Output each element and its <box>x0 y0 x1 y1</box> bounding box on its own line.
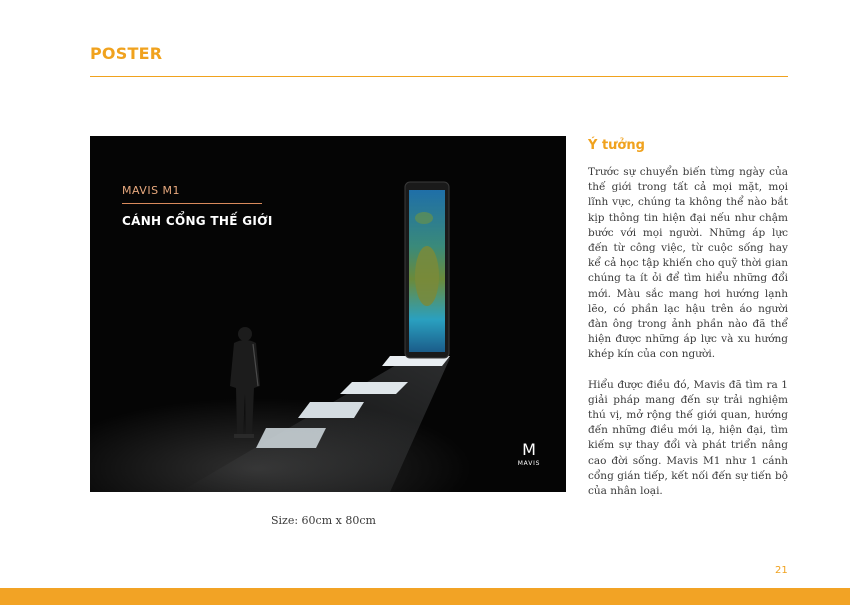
title-divider <box>90 76 788 77</box>
idea-body <box>588 165 788 514</box>
poster-divider <box>122 203 262 204</box>
size-caption: Size: 60cm x 80cm <box>271 514 376 527</box>
footer-bar <box>0 588 850 605</box>
poster-kicker: MAVIS M1 <box>122 184 181 197</box>
idea-paragraph: Trước sự chuyển biến từng ngày của thế giới trong tất cả mọi mặt, mọi lĩnh vực, chúng ta không thể nào bắt kịp thông tin hiện đại nếu như chậm bước với mọi người. Những áp lực đến từ công việc, từ cuộc sống hay kể cả học tập khiến cho quỹ thời gian chúng ta ít ỏi để tìm hiểu những đổi mới. Màu sắc mang hơi hướng lạnh lẽo, có phần lạc hậu trên áo người đàn ông trong ảnh phần nào đã thể hiện được những áp lực và xu hướng khép kín của con người. <box>588 166 788 361</box>
page-number: 21 <box>775 565 788 576</box>
poster-image <box>90 136 566 492</box>
idea-heading: Ý tưởng <box>588 138 645 153</box>
step-2 <box>340 382 408 394</box>
mavis-logo-mark: M <box>522 440 536 459</box>
step-4 <box>256 428 326 448</box>
idea-paragraph: Hiểu được điều đó, Mavis đã tìm ra 1 giải pháp mang đến sự trải nghiệm thú vị, mở rộng thế giới quan, hướng đến những điều mới lạ, hiện đại, tìm kiếm sự thay đổi và phát triển nâng cao đời sống. Mavis M1 như 1 cánh cổng gián tiếp, kết nối đến sự tiến bộ của nhân loại. <box>588 378 788 498</box>
mavis-logo <box>514 442 544 467</box>
page-title: POSTER <box>90 44 163 63</box>
poster-headline: CÁNH CỔNG THẾ GIỚI <box>122 214 273 228</box>
mavis-logo-wordmark: MAVIS <box>517 460 541 467</box>
